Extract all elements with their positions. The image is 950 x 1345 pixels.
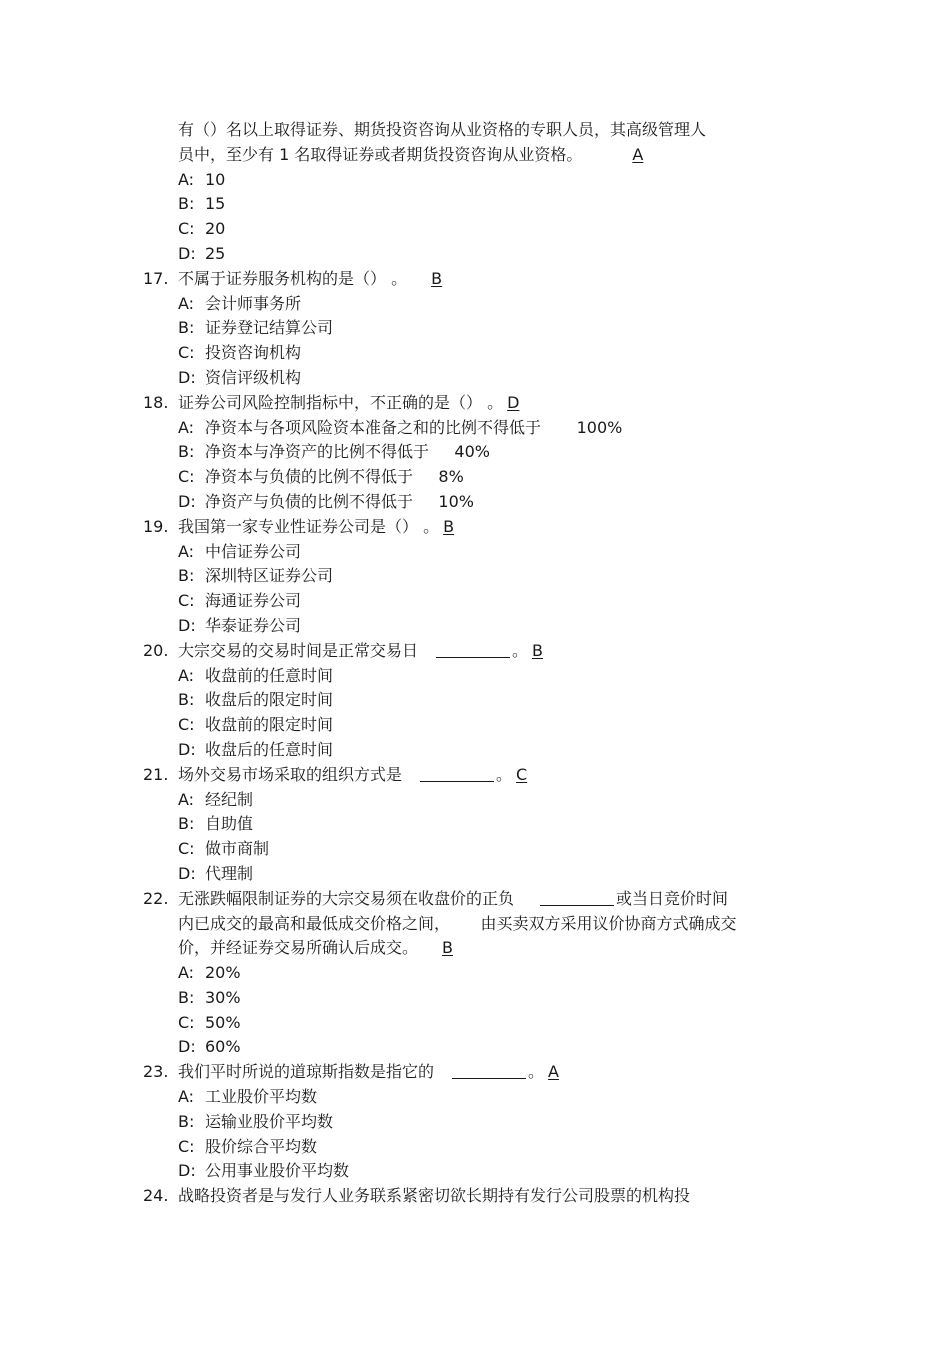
option-letter: D:: [178, 739, 196, 759]
option-item: [0, 589, 950, 614]
option-letter: B:: [178, 194, 195, 214]
question-item: [0, 1184, 950, 1209]
option-letter: B:: [178, 690, 195, 710]
question-item: [0, 391, 950, 416]
question-text: 我国第一家专业性证券公司是（） 。: [178, 516, 440, 536]
option-item: [0, 1011, 950, 1036]
option-letter: A:: [178, 789, 195, 809]
option-text: 深圳特区证券公司: [205, 566, 334, 586]
option-letter: C:: [178, 715, 195, 735]
option-item: [0, 465, 950, 490]
question-continuation: [0, 118, 950, 143]
fill-blank: [540, 887, 614, 906]
option-text: 60%: [205, 1037, 241, 1057]
option-text: 收盘前的任意时间: [205, 665, 334, 685]
option-letter: A:: [178, 963, 195, 983]
option-letter: B:: [178, 814, 195, 834]
option-text: 收盘前的限定时间: [205, 715, 334, 735]
question-number: 22.: [143, 888, 169, 908]
option-item: [0, 664, 950, 689]
question-text: 价，并经证券交易所确认后成交。: [178, 938, 419, 958]
option-text: 50%: [205, 1012, 241, 1032]
option-item: [0, 242, 950, 267]
option-text: 会计师事务所: [205, 293, 302, 313]
question-text-end: 或当日竞价时间: [616, 888, 729, 908]
option-item: [0, 713, 950, 738]
question-text-end: 。: [512, 640, 529, 660]
option-letter: A:: [178, 541, 195, 561]
option-text: 20%: [205, 963, 241, 983]
option-item: [0, 862, 950, 887]
option-item: [0, 1110, 950, 1135]
option-item: [0, 168, 950, 193]
fill-blank: [420, 763, 494, 782]
question-text: 场外交易市场采取的组织方式是: [178, 764, 403, 784]
option-letter: C:: [178, 343, 195, 363]
option-item: [0, 1035, 950, 1060]
question-item: [0, 639, 950, 664]
answer-key: C: [516, 764, 528, 784]
option-letter: D:: [178, 1161, 196, 1181]
option-item: [0, 788, 950, 813]
answer-key: B: [442, 938, 453, 958]
option-text: 工业股价平均数: [205, 1087, 318, 1107]
answer-key: A: [548, 1062, 559, 1082]
option-letter: A:: [178, 665, 195, 685]
option-text: 净资本与净资产的比例不得低于 40%: [205, 442, 490, 462]
question-text: 我们平时所说的道琼斯指数是指它的: [178, 1062, 435, 1082]
option-letter: A:: [178, 169, 195, 189]
option-text: 海通证券公司: [205, 591, 302, 611]
option-letter: B:: [178, 442, 195, 462]
option-text: 自助值: [205, 814, 254, 834]
option-letter: D:: [178, 367, 196, 387]
option-text: 运输业股价平均数: [205, 1111, 334, 1131]
option-item: [0, 366, 950, 391]
question-number: 17.: [143, 268, 169, 288]
question-item: [0, 763, 950, 788]
option-letter: C:: [178, 1012, 195, 1032]
option-letter: C:: [178, 219, 195, 239]
option-letter: D:: [178, 615, 196, 635]
question-number: 20.: [143, 640, 169, 660]
option-text: 华泰证券公司: [205, 615, 302, 635]
option-letter: B:: [178, 318, 195, 338]
question-text: 大宗交易的交易时间是正常交易日: [178, 640, 419, 660]
option-text: 20: [205, 219, 226, 239]
option-letter: B:: [178, 566, 195, 586]
option-text: 收盘后的限定时间: [205, 690, 334, 710]
option-text: 中信证券公司: [205, 541, 302, 561]
option-text: 投资咨询机构: [205, 343, 302, 363]
answer-key: B: [443, 516, 455, 536]
question-continuation: [0, 936, 950, 961]
question-number: 21.: [143, 764, 169, 784]
option-item: [0, 440, 950, 465]
option-item: [0, 1135, 950, 1160]
question-item: [0, 1060, 950, 1085]
question-text: 战略投资者是与发行人业务联系紧密切欲长期持有发行公司股票的机构投: [178, 1186, 691, 1206]
option-item: [0, 614, 950, 639]
fill-blank: [436, 639, 510, 658]
option-text: 15: [205, 194, 226, 214]
question-text: 有（）名以上取得证券、期货投资咨询从业资格的专职人员，其高级管理人: [178, 120, 707, 139]
option-item: [0, 316, 950, 341]
option-text: 代理制: [205, 863, 254, 883]
option-item: [0, 812, 950, 837]
option-item: [0, 416, 950, 441]
option-item: [0, 564, 950, 589]
option-item: [0, 1159, 950, 1184]
option-text: 公用事业股价平均数: [205, 1161, 350, 1181]
question-number: 19.: [143, 516, 169, 536]
option-item: [0, 986, 950, 1011]
option-text: 做市商制: [205, 839, 270, 859]
option-letter: D:: [178, 243, 196, 263]
option-text: 股价综合平均数: [205, 1136, 318, 1156]
option-letter: B:: [178, 987, 195, 1007]
option-letter: C:: [178, 591, 195, 611]
answer-key: A: [632, 144, 644, 164]
answer-key: B: [532, 640, 544, 660]
option-text: 30%: [205, 987, 241, 1007]
question-text-end: 。: [496, 764, 513, 784]
question-text: 证券公司风险控制指标中，不正确的是（） 。: [178, 392, 504, 412]
option-letter: B:: [178, 1111, 195, 1131]
question-item: [0, 515, 950, 540]
option-letter: A:: [178, 417, 195, 437]
option-letter: D:: [178, 1037, 196, 1057]
option-text: 证券登记结算公司: [205, 318, 334, 338]
fill-blank: [452, 1060, 526, 1079]
option-text: 10: [205, 169, 226, 189]
question-number: 24.: [143, 1186, 169, 1206]
question-number: 18.: [143, 392, 169, 412]
option-item: [0, 961, 950, 986]
question-item: [0, 887, 950, 912]
option-item: [0, 217, 950, 242]
option-item: [0, 1085, 950, 1110]
option-text: 25: [205, 243, 226, 263]
option-item: [0, 490, 950, 515]
option-letter: D:: [178, 863, 196, 883]
option-letter: D:: [178, 491, 196, 511]
question-continuation: [0, 912, 950, 937]
option-text: 经纪制: [205, 789, 254, 809]
option-letter: C:: [178, 839, 195, 859]
option-text: 资信评级机构: [205, 367, 302, 387]
option-item: [0, 738, 950, 763]
option-item: [0, 341, 950, 366]
option-text: 净资本与负债的比例不得低于 8%: [205, 467, 464, 487]
question-text: 员中，至少有 1 名取得证券或者期货投资咨询从业资格。: [178, 144, 583, 164]
question-text-end: 。: [528, 1062, 545, 1082]
question-continuation: [0, 143, 950, 168]
option-text: 收盘后的任意时间: [205, 739, 334, 759]
option-letter: A:: [178, 1087, 195, 1107]
question-item: [0, 267, 950, 292]
option-letter: C:: [178, 1136, 195, 1156]
question-text: 无涨跌幅限制证券的大宗交易须在收盘价的正负: [178, 888, 515, 908]
answer-key: D: [507, 392, 520, 412]
option-item: [0, 292, 950, 317]
option-item: [0, 540, 950, 565]
option-item: [0, 688, 950, 713]
option-item: [0, 837, 950, 862]
question-text: 内已成交的最高和最低成交价格之间， 由买卖双方采用议价协商方式确成交: [178, 913, 737, 933]
option-text: 净资本与各项风险资本准备之和的比例不得低于 100%: [205, 417, 623, 437]
question-list: [0, 118, 950, 1209]
option-letter: C:: [178, 467, 195, 487]
question-text: 不属于证券服务机构的是（） 。: [178, 268, 408, 288]
question-number: 23.: [143, 1062, 169, 1082]
option-item: [0, 192, 950, 217]
answer-key: B: [431, 268, 443, 288]
option-text: 净资产与负债的比例不得低于 10%: [205, 491, 474, 511]
option-letter: A:: [178, 293, 195, 313]
